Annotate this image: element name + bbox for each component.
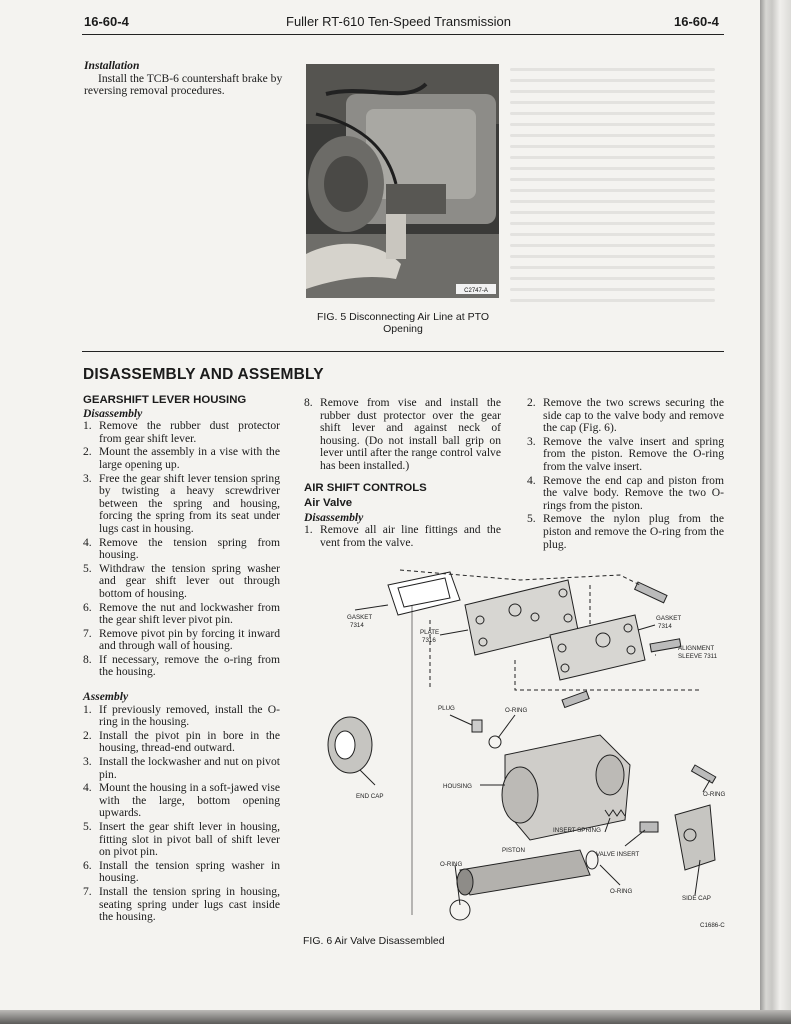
gearshift-heading: GEARSHIFT LEVER HOUSING xyxy=(83,394,247,406)
label-gasket-right-num: 7314 xyxy=(658,623,672,630)
list-item: 7. Install the tension spring in housing, seating spring under lugs cast inside the housing. xyxy=(83,884,280,924)
label-oring-right: O-RING xyxy=(703,791,726,798)
list-item: 8. Remove from vise and install the rubber dust protector over the gear shift lever and against neck of housing. (Do not install ball grip on lever until after the range control valve has been installed.) xyxy=(304,396,501,472)
fig5-caption xyxy=(300,311,506,335)
label-end-cap: END CAP xyxy=(356,793,384,800)
scan-bottom-edge xyxy=(0,1010,791,1024)
page-number-right: 16-60-4 xyxy=(674,14,719,29)
label-gasket-left-num: 7314 xyxy=(350,622,364,629)
gearshift-disassembly-list xyxy=(83,420,280,679)
air-valve-heading: Air Valve xyxy=(304,497,353,510)
gearshift-assembly-list xyxy=(83,704,280,924)
list-item: 4. Mount the housing in a soft-jawed vise with the large, bottom opening upwards. xyxy=(83,781,280,820)
list-item: 6. Remove the nut and lockwasher from the gear shift lever pivot pin. xyxy=(83,600,280,627)
label-gasket-left: GASKET xyxy=(347,614,373,621)
fig6-diagram xyxy=(300,560,740,935)
gearshift-assembly-heading: Assembly xyxy=(83,690,129,704)
column-1 xyxy=(83,394,280,925)
page-edge xyxy=(760,0,791,1024)
piston-shape xyxy=(460,850,590,895)
column-2 xyxy=(304,397,501,551)
list-item: 1. Remove all air line fittings and the vent from the valve. xyxy=(304,523,501,549)
installation-heading: Installation xyxy=(84,59,140,72)
header-rule xyxy=(82,34,724,35)
list-item: 5. Insert the gear shift lever in housing, fitting slot in pivot ball of shift lever on pivot pin. xyxy=(83,820,280,859)
section-rule xyxy=(82,351,724,352)
label-valve-insert: VALVE INSERT xyxy=(596,851,640,858)
air-disassembly-heading: Disassembly xyxy=(304,510,364,524)
label-alignment: ALIGNMENT xyxy=(678,645,715,652)
air-valve-steps xyxy=(527,397,724,551)
label-sleeve: SLEEVE 7311 xyxy=(678,653,718,660)
label-gasket-right: GASKET xyxy=(656,615,682,622)
installation-text: Install the TCB-6 countershaft brake by reversing removal procedures. xyxy=(84,71,283,98)
page-number-left: 16-60-4 xyxy=(84,14,129,29)
fig5-photo xyxy=(306,64,499,298)
list-item: 8. If necessary, remove the o-ring from the housing. xyxy=(83,652,280,679)
list-item: 5. Remove the nylon plug from the piston and remove the O-ring from the plug. xyxy=(527,512,724,551)
section-title: DISASSEMBLY AND ASSEMBLY xyxy=(83,366,324,383)
gearshift-disassembly-heading: Disassembly xyxy=(83,406,143,420)
bleed-through-text xyxy=(510,60,715,345)
column-3 xyxy=(527,397,724,552)
label-plate-num: 7316 xyxy=(422,637,436,644)
fig5-caption-line2: Opening xyxy=(383,323,423,335)
list-item: 7. Remove pivot pin by forcing it inward and through wall of housing. xyxy=(83,626,280,653)
list-item: 2. Install the pivot pin in bore in the housing, thread-end outward. xyxy=(83,728,280,755)
page-title: Fuller RT-610 Ten-Speed Transmission xyxy=(286,14,511,29)
installation-block xyxy=(84,60,284,98)
label-insert-spring: INSERT SPRING xyxy=(553,827,601,834)
list-item: 4. Remove the tension spring from housing. xyxy=(83,535,280,562)
list-item: 2. Mount the assembly in a vise with the large opening up. xyxy=(83,445,280,471)
list-item: 1. Remove the rubber dust protector from gear shift lever. xyxy=(83,419,280,445)
list-item: 3. Free the gear shift lever tension spring by twisting a heavy screwdriver between the spring and housing, forcing the spring from its seat under lugs cast in housing. xyxy=(83,471,280,535)
list-item: 5. Withdraw the tension spring washer and gear shift lever out through bottom of housing. xyxy=(83,561,280,600)
fig5-code: C2747-A xyxy=(464,288,488,294)
air-shift-heading: AIR SHIFT CONTROLS xyxy=(304,481,427,494)
list-item: 6. Install the tension spring washer in housing. xyxy=(83,858,280,885)
label-piston: PISTON xyxy=(502,847,525,854)
list-item: 2. Remove the two screws securing the side cap to the valve body and remove the cap (Fig. 6). xyxy=(527,396,724,435)
label-plate: PLATE xyxy=(420,629,440,636)
fig6-caption: FIG. 6 Air Valve Disassembled xyxy=(303,935,445,947)
label-housing: HOUSING xyxy=(443,783,472,790)
label-oring-left: O-RING xyxy=(440,861,463,868)
list-item: 1. If previously removed, install the O-ring in the housing. xyxy=(83,702,280,729)
list-item: 4. Remove the end cap and piston from the valve body. Remove the two O-rings from the piston. xyxy=(527,473,724,512)
label-plug: PLUG xyxy=(438,705,455,712)
label-oring-bottom: O-RING xyxy=(610,888,633,895)
fig5-photo-image xyxy=(306,64,499,298)
fig5-caption-line1: FIG. 5 Disconnecting Air Line at PTO xyxy=(317,311,489,323)
label-side-cap: SIDE CAP xyxy=(682,895,711,902)
label-oring-top: O-RING xyxy=(505,707,528,714)
list-item: 3. Remove the valve insert and spring from the piston. Remove the O-ring from the valve insert. xyxy=(527,434,724,473)
list-item: 3. Install the lockwasher and nut on pivot pin. xyxy=(83,755,280,781)
fig6-code: C1686-C xyxy=(700,922,725,929)
